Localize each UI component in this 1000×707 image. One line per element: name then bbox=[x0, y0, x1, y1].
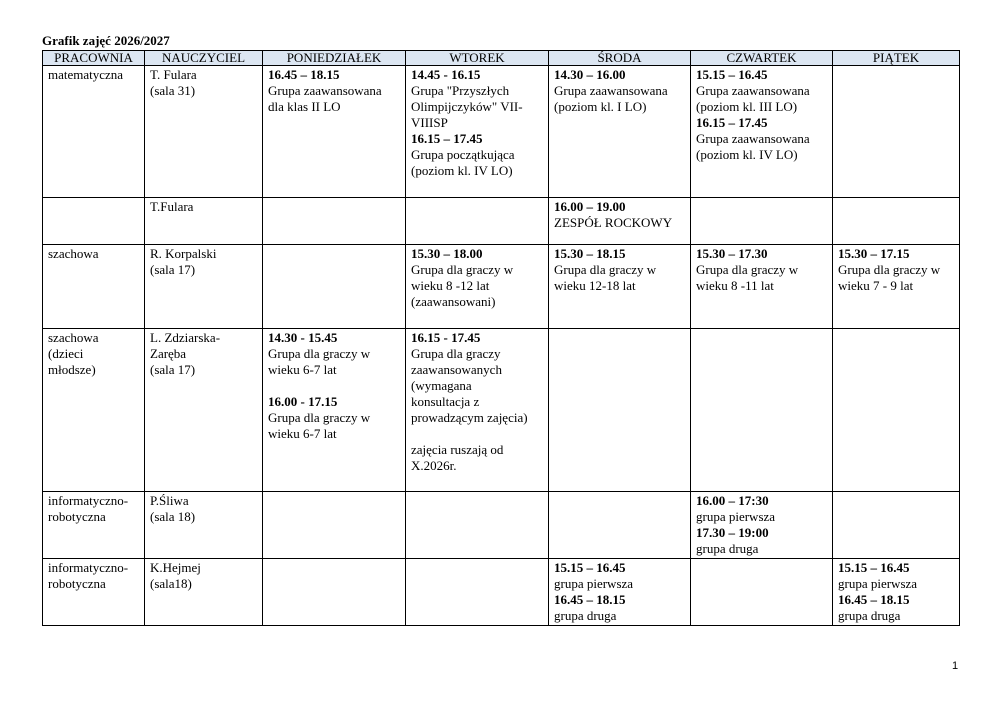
slot-description: VIIISP bbox=[411, 115, 448, 130]
teacher-name-line: (sala 18) bbox=[150, 509, 196, 524]
tuesday-cell bbox=[406, 198, 549, 245]
slot-description: Grupa dla graczy w bbox=[838, 262, 941, 277]
slot-description: wieku 12-18 lat bbox=[554, 278, 636, 293]
slot-time: 15.30 – 17.30 bbox=[696, 246, 768, 261]
column-header-thursday: CZWARTEK bbox=[691, 51, 833, 66]
monday-cell bbox=[263, 198, 406, 245]
slot-description: Grupa dla graczy w bbox=[554, 262, 657, 277]
thursday-cell bbox=[691, 245, 833, 329]
thursday-cell bbox=[691, 66, 833, 198]
thursday-cell bbox=[691, 492, 833, 559]
teacher-name-line: R. Korpalski bbox=[150, 246, 217, 261]
slot-description: grupa pierwsza bbox=[554, 576, 634, 591]
slot-time: 16.15 - 17.45 bbox=[411, 330, 481, 345]
schedule-title: Grafik zajęć 2026/2027 bbox=[42, 33, 170, 48]
slot-description: prowadzącym zajęcia) bbox=[411, 410, 528, 425]
teacher-name-line: (sala 17) bbox=[150, 362, 196, 377]
slot-description: grupa druga bbox=[696, 541, 759, 556]
slot-time: 15.15 – 16.45 bbox=[838, 560, 910, 575]
tuesday-cell bbox=[406, 492, 549, 559]
room-cell bbox=[43, 329, 145, 492]
teacher-cell bbox=[145, 492, 263, 559]
wednesday-cell bbox=[549, 245, 691, 329]
slot-description: (poziom kl. I LO) bbox=[554, 99, 647, 114]
slot-description: zajęcia ruszają od bbox=[411, 442, 504, 457]
slot-time: 16.15 – 17.45 bbox=[696, 115, 768, 130]
time-slot bbox=[554, 199, 685, 231]
column-header-teacher: NAUCZYCIEL bbox=[145, 51, 263, 66]
table-row bbox=[43, 245, 960, 329]
teacher-name-line: (sala 17) bbox=[150, 262, 196, 277]
schedule-body bbox=[43, 66, 960, 626]
slot-time: 15.15 – 16.45 bbox=[696, 67, 768, 82]
tuesday-cell bbox=[406, 245, 549, 329]
time-slot bbox=[838, 246, 954, 294]
slot-description: grupa pierwsza bbox=[696, 509, 776, 524]
slot-description: dla klas II LO bbox=[268, 99, 341, 114]
wednesday-cell bbox=[549, 329, 691, 492]
slot-time: 14.30 - 15.45 bbox=[268, 330, 338, 345]
time-slot bbox=[268, 67, 400, 115]
monday-cell bbox=[263, 329, 406, 492]
slot-description: Grupa dla graczy w bbox=[268, 346, 371, 361]
thursday-cell bbox=[691, 559, 833, 626]
time-slot bbox=[411, 246, 543, 310]
slot-description: wieku 6-7 lat bbox=[268, 426, 337, 441]
slot-description: grupa druga bbox=[838, 608, 901, 623]
time-slot bbox=[554, 67, 685, 115]
time-slot bbox=[411, 131, 543, 179]
tuesday-cell bbox=[406, 559, 549, 626]
table-row bbox=[43, 66, 960, 198]
time-slot bbox=[696, 67, 827, 115]
friday-cell bbox=[833, 66, 960, 198]
monday-cell bbox=[263, 245, 406, 329]
teacher-cell bbox=[145, 245, 263, 329]
teacher-cell bbox=[145, 329, 263, 492]
slot-time: 15.30 – 18.00 bbox=[411, 246, 483, 261]
wednesday-cell bbox=[549, 492, 691, 559]
slot-time: 16.00 – 17:30 bbox=[696, 493, 769, 508]
time-slot bbox=[696, 246, 827, 294]
slot-description: (poziom kl. III LO) bbox=[696, 99, 798, 114]
slot-description: ZESPÓŁ ROCKOWY bbox=[554, 215, 673, 230]
slot-description: Olimpijczyków" VII- bbox=[411, 99, 523, 114]
slot-time: 16.45 – 18.15 bbox=[268, 67, 340, 82]
header-row bbox=[43, 51, 960, 66]
slot-spacer bbox=[411, 426, 543, 442]
time-slot bbox=[554, 246, 685, 294]
slot-description: wieku 8 -12 lat bbox=[411, 278, 490, 293]
monday-cell bbox=[263, 66, 406, 198]
schedule-table bbox=[42, 50, 960, 626]
slot-description: Grupa dla graczy bbox=[411, 346, 501, 361]
slot-description: wieku 8 -11 lat bbox=[696, 278, 774, 293]
slot-description: grupa druga bbox=[554, 608, 617, 623]
teacher-name-line: (sala18) bbox=[150, 576, 192, 591]
room-name-line: matematyczna bbox=[48, 67, 124, 82]
teacher-name-line: T.Fulara bbox=[150, 199, 194, 214]
thursday-cell bbox=[691, 329, 833, 492]
slot-time: 16.15 – 17.45 bbox=[411, 131, 483, 146]
column-header-room: PRACOWNIA bbox=[43, 51, 145, 66]
slot-time: 16.45 – 18.15 bbox=[554, 592, 626, 607]
time-slot bbox=[268, 330, 400, 378]
time-slot bbox=[411, 426, 543, 474]
column-header-wednesday: ŚRODA bbox=[549, 51, 691, 66]
tuesday-cell bbox=[406, 329, 549, 492]
slot-time: 17.30 – 19:00 bbox=[696, 525, 769, 540]
room-cell bbox=[43, 559, 145, 626]
time-slot bbox=[838, 560, 954, 592]
tuesday-cell bbox=[406, 66, 549, 198]
teacher-name-line: Zaręba bbox=[150, 346, 187, 361]
teacher-name-line: (sala 31) bbox=[150, 83, 196, 98]
slot-description: (poziom kl. IV LO) bbox=[411, 163, 513, 178]
time-slot bbox=[268, 378, 400, 442]
slot-time: 16.00 - 17.15 bbox=[268, 394, 338, 409]
slot-description: wieku 7 - 9 lat bbox=[838, 278, 914, 293]
room-cell bbox=[43, 245, 145, 329]
time-slot bbox=[838, 592, 954, 624]
slot-description: (wymagana bbox=[411, 378, 472, 393]
table-row bbox=[43, 198, 960, 245]
slot-time: 14.30 – 16.00 bbox=[554, 67, 626, 82]
room-cell bbox=[43, 198, 145, 245]
room-cell bbox=[43, 66, 145, 198]
time-slot bbox=[696, 525, 827, 557]
slot-description: Grupa dla graczy w bbox=[268, 410, 371, 425]
column-header-friday: PIĄTEK bbox=[833, 51, 960, 66]
time-slot bbox=[411, 67, 543, 131]
slot-description: Grupa zaawansowana bbox=[696, 131, 810, 146]
room-name-line: robotyczna bbox=[48, 576, 106, 591]
slot-time: 16.45 – 18.15 bbox=[838, 592, 910, 607]
slot-description: konsultacja z bbox=[411, 394, 480, 409]
time-slot bbox=[554, 560, 685, 592]
friday-cell bbox=[833, 492, 960, 559]
time-slot bbox=[554, 592, 685, 624]
time-slot bbox=[411, 330, 543, 426]
friday-cell bbox=[833, 198, 960, 245]
room-name-line: młodsze) bbox=[48, 362, 96, 377]
slot-description: Grupa zaawansowana bbox=[268, 83, 382, 98]
slot-spacer bbox=[268, 378, 400, 394]
teacher-cell bbox=[145, 559, 263, 626]
slot-time: 15.30 – 18.15 bbox=[554, 246, 626, 261]
teacher-name-line: P.Śliwa bbox=[150, 493, 189, 508]
room-name-line: szachowa bbox=[48, 246, 99, 261]
slot-description: Grupa zaawansowana bbox=[554, 83, 668, 98]
slot-time: 16.00 – 19.00 bbox=[554, 199, 626, 214]
slot-description: Grupa zaawansowana bbox=[696, 83, 810, 98]
page-number: 1 bbox=[952, 660, 959, 672]
thursday-cell bbox=[691, 198, 833, 245]
table-row bbox=[43, 329, 960, 492]
teacher-cell bbox=[145, 66, 263, 198]
teacher-name-line: K.Hejmej bbox=[150, 560, 201, 575]
monday-cell bbox=[263, 492, 406, 559]
teacher-name-line: T. Fulara bbox=[150, 67, 197, 82]
room-cell bbox=[43, 492, 145, 559]
time-slot bbox=[696, 115, 827, 163]
room-name-line: informatyczno- bbox=[48, 560, 129, 575]
slot-description: grupa pierwsza bbox=[838, 576, 918, 591]
room-name-line: informatyczno- bbox=[48, 493, 129, 508]
table-row bbox=[43, 559, 960, 626]
time-slot bbox=[696, 493, 827, 525]
room-name-line: (dzieci bbox=[48, 346, 84, 361]
wednesday-cell bbox=[549, 559, 691, 626]
wednesday-cell bbox=[549, 66, 691, 198]
slot-description: Grupa "Przyszłych bbox=[411, 83, 510, 98]
slot-description: Grupa początkująca bbox=[411, 147, 515, 162]
friday-cell bbox=[833, 245, 960, 329]
table-row bbox=[43, 492, 960, 559]
monday-cell bbox=[263, 559, 406, 626]
friday-cell bbox=[833, 329, 960, 492]
column-header-monday: PONIEDZIAŁEK bbox=[263, 51, 406, 66]
room-name-line: szachowa bbox=[48, 330, 99, 345]
wednesday-cell bbox=[549, 198, 691, 245]
slot-time: 15.30 – 17.15 bbox=[838, 246, 910, 261]
slot-description: zaawansowanych bbox=[411, 362, 502, 377]
slot-time: 15.15 – 16.45 bbox=[554, 560, 626, 575]
friday-cell bbox=[833, 559, 960, 626]
slot-description: Grupa dla graczy w bbox=[411, 262, 514, 277]
teacher-name-line: L. Zdziarska- bbox=[150, 330, 221, 345]
slot-time: 14.45 - 16.15 bbox=[411, 67, 481, 82]
room-name-line: robotyczna bbox=[48, 509, 106, 524]
column-header-tuesday: WTOREK bbox=[406, 51, 549, 66]
slot-description: wieku 6-7 lat bbox=[268, 362, 337, 377]
slot-description: Grupa dla graczy w bbox=[696, 262, 799, 277]
teacher-cell bbox=[145, 198, 263, 245]
slot-description: (poziom kl. IV LO) bbox=[696, 147, 798, 162]
slot-description: X.2026r. bbox=[411, 458, 457, 473]
slot-description: (zaawansowani) bbox=[411, 294, 496, 309]
